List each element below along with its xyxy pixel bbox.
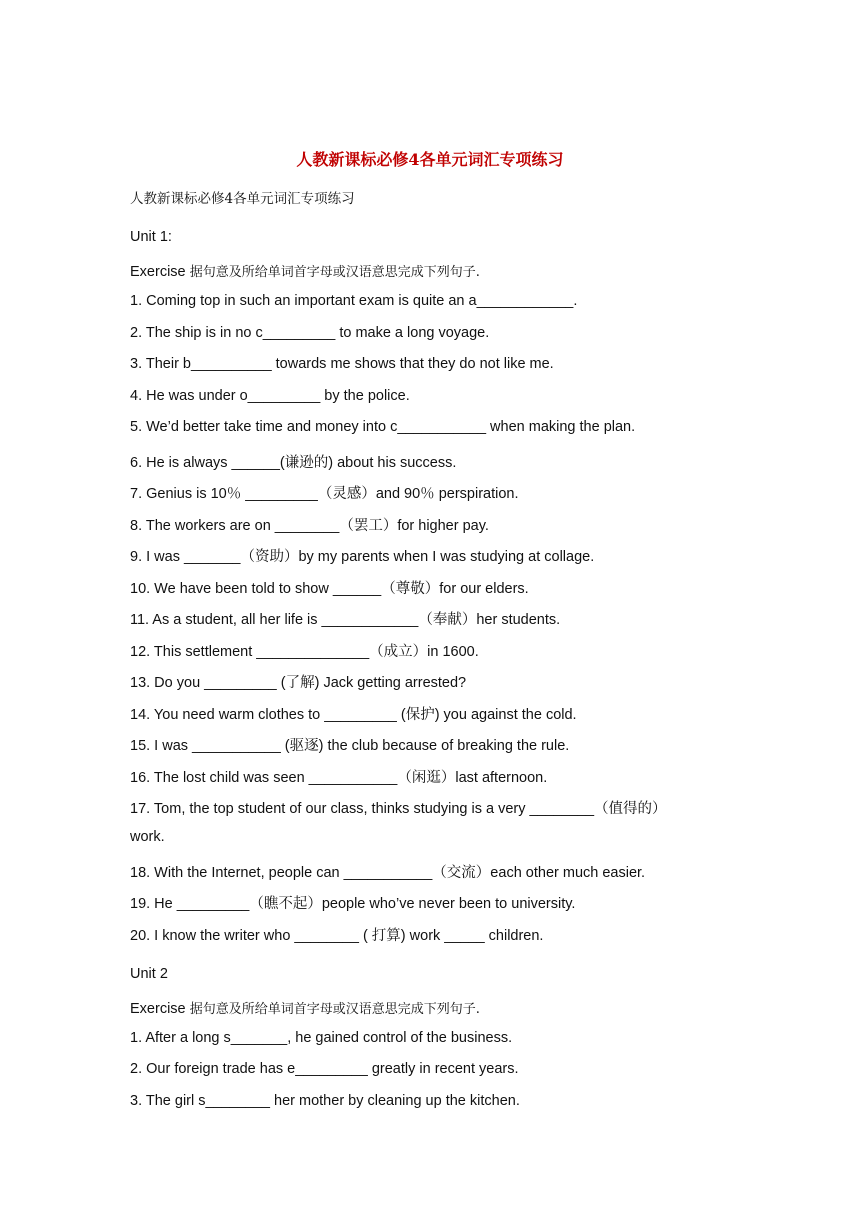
exercise-item: 6. He is always ______(谦逊的) about his success.	[130, 455, 457, 471]
exercise-item: 5. We’d better take time and money into c___________ when making the plan.	[130, 419, 636, 435]
exercise-item: 3. The girl s________ her mother by cleaning up the kitchen.	[130, 1093, 520, 1109]
exercise-item: 12. This settlement ______________（成立）in 1600.	[130, 644, 479, 660]
exercise-instruction: 据句意及所给单词首字母或汉语意思完成下列句子.	[185, 1002, 480, 1017]
exercise-item: 9. I was _______（资助）by my parents when I was studying at collage.	[130, 549, 595, 565]
document-subtitle: 人教新课标必修4各单元词汇专项练习	[130, 191, 355, 207]
unit-2-exercise-instruction	[130, 998, 750, 1017]
document-title: 人教新课标必修4各单元词汇专项练习	[296, 150, 564, 169]
exercise-instruction: 据句意及所给单词首字母或汉语意思完成下列句子.	[185, 265, 480, 280]
exercise-item: 16. The lost child was seen ___________（闲逛）last afternoon.	[130, 770, 548, 786]
exercise-item: 14. You need warm clothes to _________ (保护) you against the cold.	[130, 707, 577, 723]
exercise-item-continuation: work.	[130, 829, 165, 845]
unit-1-heading: Unit 1:	[130, 229, 172, 245]
unit-1-exercise-instruction	[130, 261, 750, 280]
exercise-label: Exercise	[130, 264, 186, 280]
unit-2-heading: Unit 2	[130, 966, 168, 982]
exercise-item: 2. The ship is in no c_________ to make a long voyage.	[130, 325, 490, 341]
exercise-item: 1. After a long s_______, he gained control of the business.	[130, 1030, 513, 1046]
exercise-item: 19. He _________（瞧不起）people who’ve never been to university.	[130, 896, 576, 912]
exercise-item: 17. Tom, the top student of our class, thinks studying is a very ________（值得的）	[130, 801, 667, 817]
exercise-item: 11. As a student, all her life is ____________（奉献）her students.	[130, 612, 561, 628]
exercise-item: 2. Our foreign trade has e_________ greatly in recent years.	[130, 1061, 519, 1077]
exercise-item: 3. Their b__________ towards me shows that they do not like me.	[130, 356, 554, 372]
exercise-item: 1. Coming top in such an important exam is quite an a____________.	[130, 293, 578, 309]
exercise-item: 15. I was ___________ (驱逐) the club because of breaking the rule.	[130, 738, 570, 754]
exercise-item: 7. Genius is 10％ _________（灵感）and 90％ perspiration.	[130, 486, 519, 502]
exercise-item: 8. The workers are on ________（罢工）for higher pay.	[130, 518, 489, 534]
exercise-item: 18. With the Internet, people can ___________（交流）each other much easier.	[130, 865, 646, 881]
exercise-item: 13. Do you _________ (了解) Jack getting arrested?	[130, 675, 467, 691]
exercise-item: 10. We have been told to show ______（尊敬）for our elders.	[130, 581, 529, 597]
exercise-item: 20. I know the writer who ________ ( 打算) work _____ children.	[130, 928, 544, 944]
exercise-item: 4. He was under o_________ by the police.	[130, 388, 410, 404]
exercise-label: Exercise	[130, 1001, 186, 1017]
